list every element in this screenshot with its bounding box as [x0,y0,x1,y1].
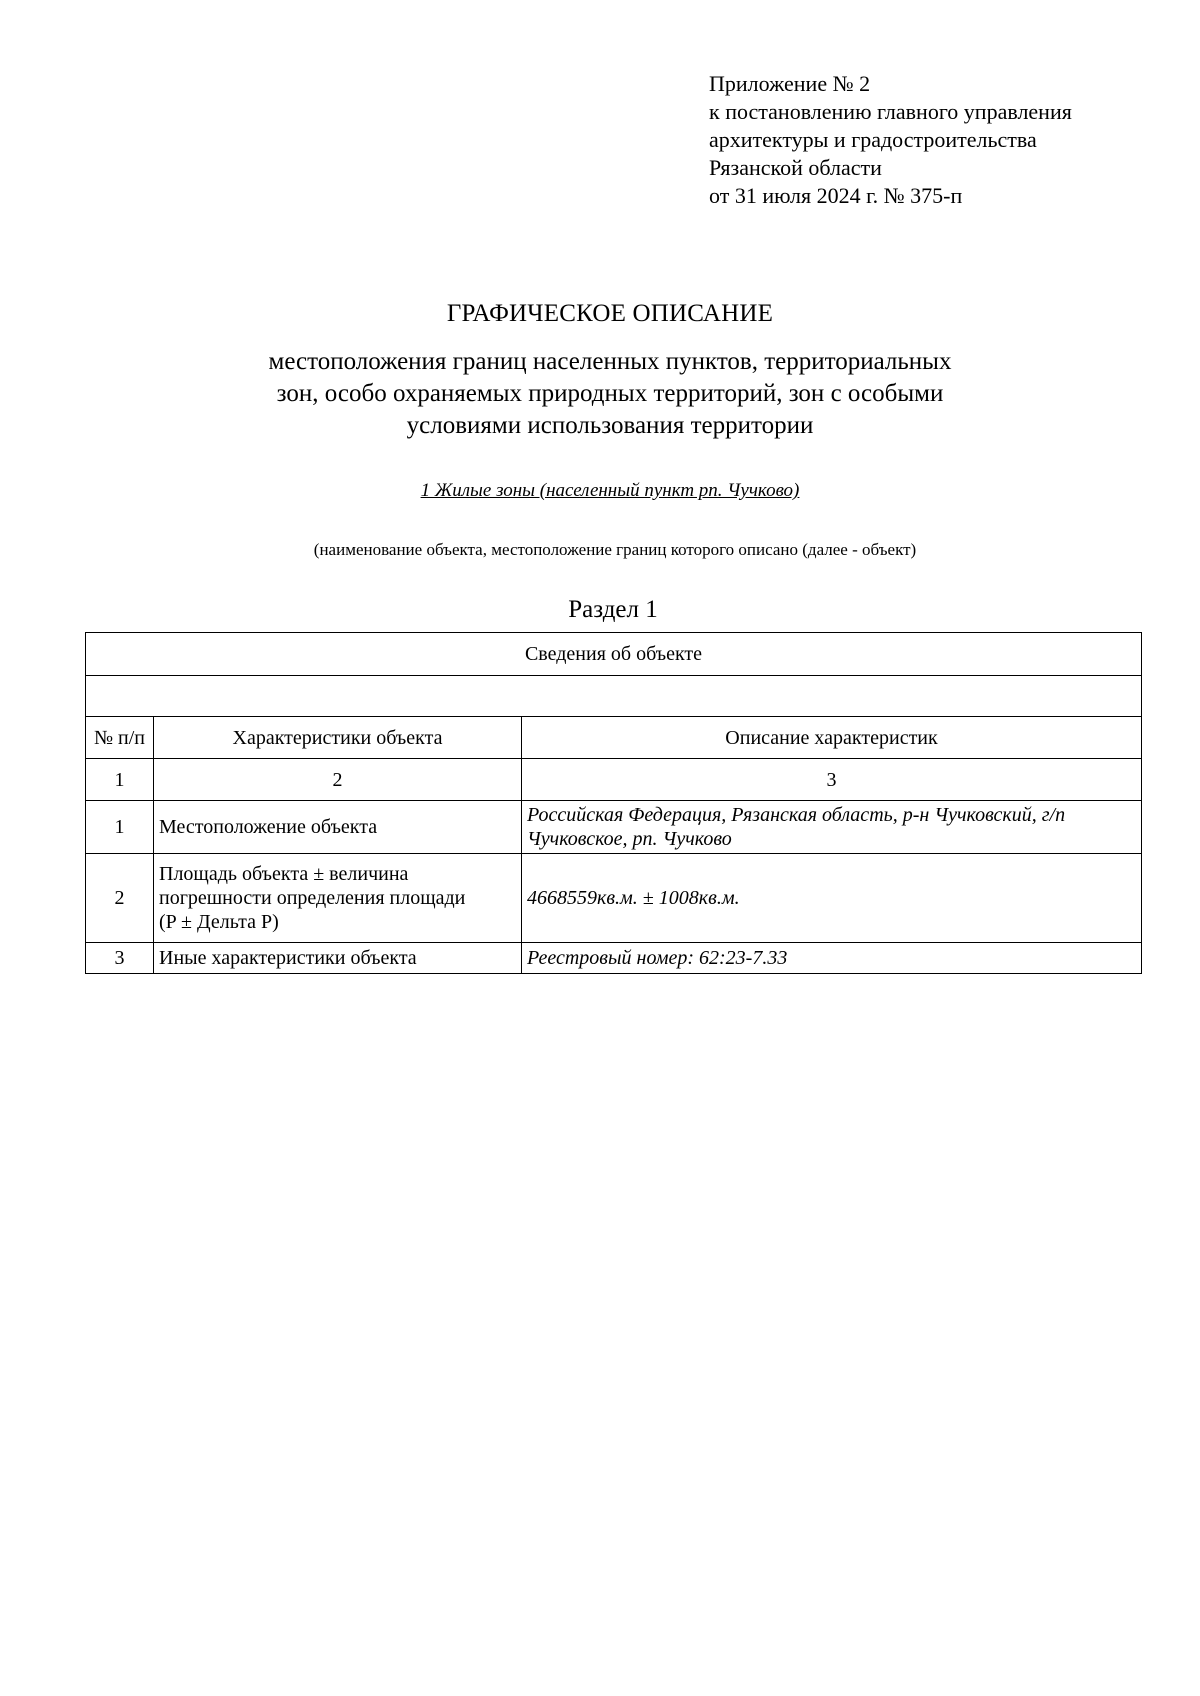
row-number: 1 [86,801,154,854]
row-characteristic: Иные характеристики объекта [154,943,522,974]
row-description: 4668559кв.м. ± 1008кв.м. [522,854,1142,943]
row-characteristic [154,854,522,943]
table-caption: Сведения об объекте [86,633,1142,676]
subtitle-line: местоположения границ населенных пунктов, территориальных [268,348,952,375]
object-caption: (наименование объекта, местоположение границ которого описано (далее - объект) [313,540,917,559]
table-header-row [86,717,1142,759]
column-index: 2 [154,759,522,801]
appendix-line: архитектуры и градостроительства [709,127,1037,152]
section-title: Раздел 1 [568,596,658,623]
row-number: 3 [86,943,154,974]
characteristic-line: погрешности определения площади [159,887,466,909]
document-title: ГРАФИЧЕСКОЕ ОПИСАНИЕ [446,300,774,327]
row-description: Российская Федерация, Рязанская область, р-н Чучковский, г/п Чучковское, рп. Чучково [522,801,1142,854]
column-header-num: № п/п [86,717,154,759]
appendix-block [709,70,1072,210]
table-empty-cell [86,676,1142,717]
appendix-line: к постановлению главного управления [709,99,1072,124]
row-description: Реестровый номер: 62:23-7.33 [522,943,1142,974]
table-caption-row [86,633,1142,676]
row-characteristic: Местоположение объекта [154,801,522,854]
column-index: 1 [86,759,154,801]
table-row [86,801,1142,854]
object-name: 1 Жилые зоны (населенный пункт рп. Чучково) [420,480,800,501]
column-index: 3 [522,759,1142,801]
column-header-description: Описание характеристик [522,717,1142,759]
subtitle-line: зон, особо охраняемых природных территорий, зон с особыми [276,380,944,407]
document-subtitle [180,346,1040,442]
table-empty-row [86,676,1142,717]
table-index-row [86,759,1142,801]
appendix-line: Приложение № 2 [709,71,871,96]
characteristic-line: (P ± Дельта P) [159,911,279,933]
column-header-characteristic: Характеристики объекта [154,717,522,759]
characteristic-line: Площадь объекта ± величина [159,863,409,885]
appendix-line: от 31 июля 2024 г. № 375-п [709,183,963,208]
table-row [86,943,1142,974]
object-info-table [85,632,1142,974]
row-number: 2 [86,854,154,943]
subtitle-line: условиями использования территории [406,412,814,439]
table-row [86,854,1142,943]
appendix-line: Рязанской области [709,155,882,180]
